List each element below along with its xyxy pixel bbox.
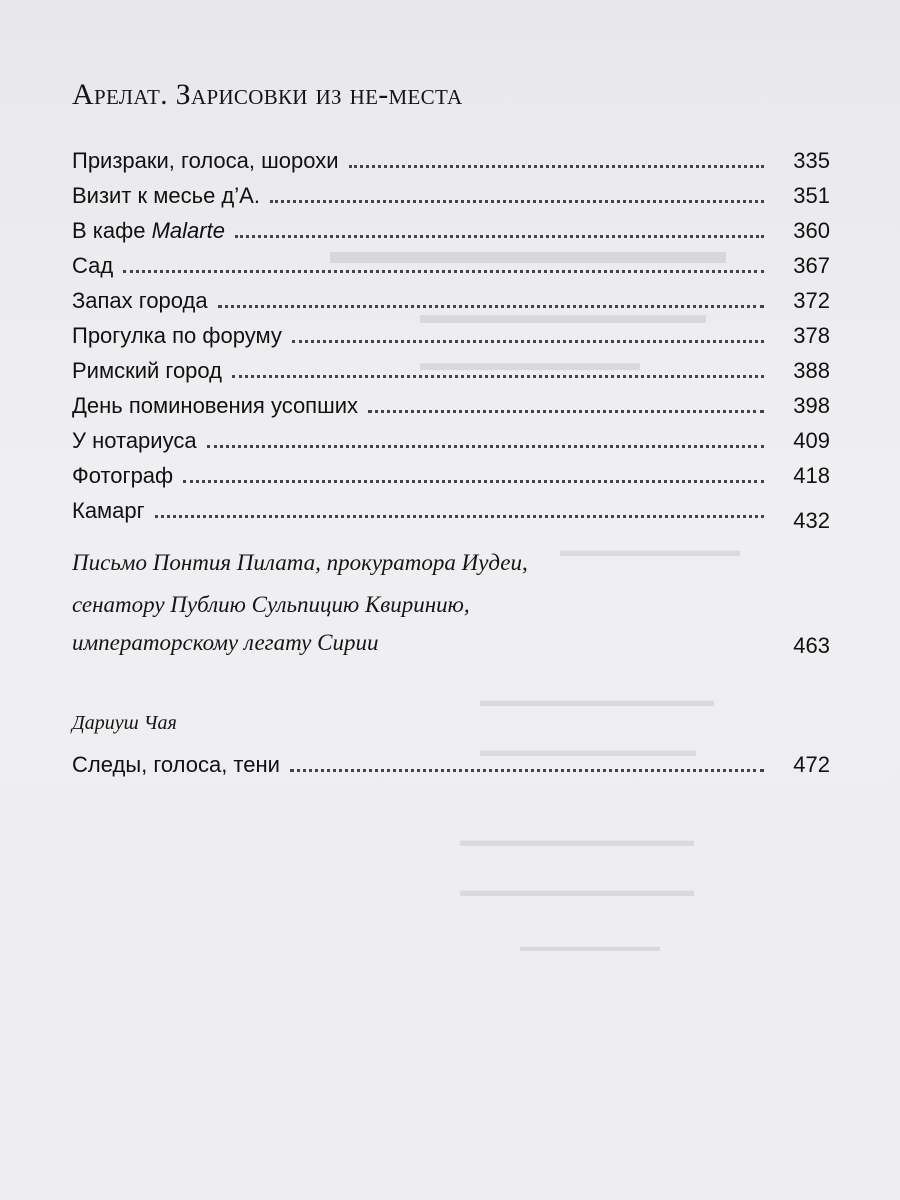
toc-entry-page: 388 <box>793 358 830 383</box>
toc-entry[interactable] <box>72 744 830 778</box>
dot-leader <box>270 200 764 203</box>
toc-entry-title-italic: Malarte <box>151 218 225 243</box>
bleed-through-texture: ▬▬▬▬▬▬▬▬▬▬▬ <box>420 300 706 329</box>
toc-entry-page: 378 <box>793 323 830 348</box>
bleed-through-texture: ▬▬▬▬▬▬▬▬▬▬▬▬▬ <box>460 880 694 900</box>
toc-entry-title: Камарг <box>72 498 145 523</box>
bleed-through-texture: ▬▬▬▬▬▬▬▬▬▬ <box>520 940 660 955</box>
toc-entry-title: День поминовения усопших <box>72 393 359 418</box>
toc-entry[interactable] <box>72 175 830 209</box>
toc-entry[interactable] <box>72 490 830 533</box>
author-name: Дариуш Чая <box>72 712 177 734</box>
dot-leader <box>123 270 764 273</box>
toc-entry[interactable] <box>72 350 830 384</box>
toc-entry[interactable] <box>72 315 830 349</box>
toc-entry-page: 335 <box>793 148 830 173</box>
toc-entry-page: 360 <box>793 218 830 243</box>
bleed-through-texture: ▬▬▬▬▬▬▬▬▬▬ <box>420 350 640 375</box>
toc-entry-title: Прогулка по форуму <box>72 323 282 348</box>
dot-leader <box>290 769 764 772</box>
dot-leader <box>232 375 764 378</box>
letter-page: 463 <box>793 633 830 658</box>
toc-entry-title: Фотограф <box>72 463 174 488</box>
letter-title-line[interactable]: императорскому легату Сирии <box>72 630 379 655</box>
dot-leader <box>349 165 764 168</box>
bleed-through-texture: ▬▬▬▬▬▬▬▬▬▬▬▬▬ <box>480 690 714 710</box>
section-title: Арелат. Зарисовки из не-места <box>72 78 463 111</box>
toc-entry-title: Запах города <box>72 288 208 313</box>
dot-leader <box>368 410 764 413</box>
toc-entry[interactable] <box>72 385 830 419</box>
toc-entry-page: 367 <box>793 253 830 278</box>
toc-entry[interactable] <box>72 245 830 279</box>
dot-leader <box>218 305 764 308</box>
toc-entry[interactable] <box>72 455 830 489</box>
dot-leader <box>183 480 764 483</box>
toc-entry-title: Визит к месье д’А. <box>72 183 260 208</box>
letter-title-line[interactable]: сенатору Публию Сульпицию Квиринию, <box>72 592 470 617</box>
toc-entry-page: 409 <box>793 428 830 453</box>
bleed-through-texture: ▬▬▬▬▬▬▬▬▬▬ <box>560 540 740 560</box>
toc-entry-page: 372 <box>793 288 830 313</box>
bleed-through-texture: ▬▬▬▬▬▬▬▬▬▬▬ <box>330 231 726 271</box>
toc-entry-page: 351 <box>793 183 830 208</box>
toc-entry-title: У нотариуса <box>72 428 197 453</box>
toc-entry-page: 472 <box>793 752 830 777</box>
dot-leader <box>155 515 764 518</box>
bleed-through-texture: ▬▬▬▬▬▬▬▬▬▬▬▬ <box>480 740 696 760</box>
toc-entry-title: Сад <box>72 253 114 278</box>
toc-entry-title-prefix: В кафе <box>72 218 152 243</box>
toc-entry[interactable] <box>72 280 830 314</box>
toc-entry[interactable] <box>72 140 830 174</box>
dot-leader <box>207 445 764 448</box>
letter-title-line[interactable]: Письмо Понтия Пилата, прокуратора Иудеи, <box>72 550 528 575</box>
toc-entry-page: 432 <box>793 508 830 533</box>
bleed-through-texture: ▬▬▬▬▬▬▬▬▬▬▬▬▬ <box>460 830 694 850</box>
toc-entry[interactable] <box>72 210 830 244</box>
toc-entry-title: Следы, голоса, тени <box>72 752 280 777</box>
toc-entry-page: 418 <box>793 463 830 488</box>
toc-entry-title: Римский город <box>72 358 223 383</box>
toc-entry-page: 398 <box>793 393 830 418</box>
toc-entry[interactable] <box>72 420 830 454</box>
toc-entry-title <box>72 218 225 244</box>
dot-leader <box>292 340 764 343</box>
toc-entry-title: Призраки, голоса, шорохи <box>72 148 339 173</box>
dot-leader <box>235 235 764 238</box>
